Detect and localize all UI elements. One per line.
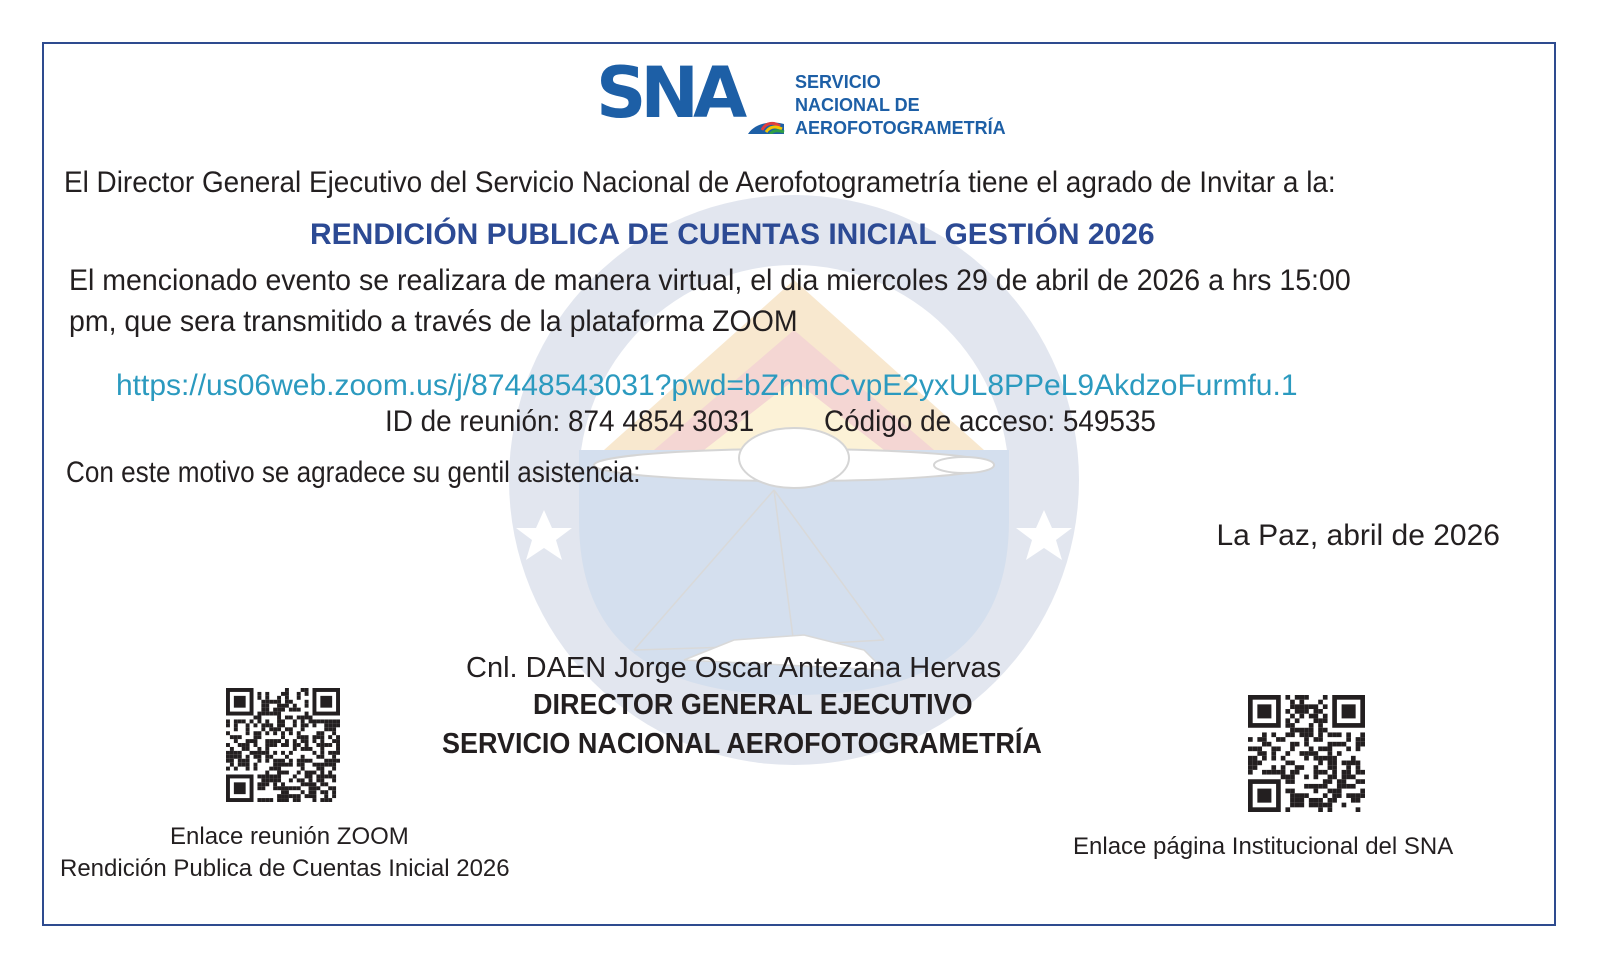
logo-line-2: NACIONAL DE <box>795 95 920 115</box>
thanks-text: Con este motivo se agradece su gentil asistencia: <box>66 456 641 489</box>
signatory-position: DIRECTOR GENERAL EJECUTIVO <box>533 689 973 721</box>
zoom-meeting-link[interactable]: https://us06web.zoom.us/j/87448543031?pwd=bZmmCvpE2yxUL8PPeL9AkdzoFurmfu.1 <box>116 369 1298 402</box>
signatory-institution: SERVICIO NACIONAL AEROFOTOGRAMETRÍA <box>442 728 1042 760</box>
qr-left-caption-line-2: Rendición Publica de Cuentas Inicial 2026 <box>60 855 510 882</box>
qr-left-caption-line-1: Enlace reunión ZOOM <box>170 823 409 850</box>
logo-line-3: AEROFOTOGRAMETRÍA <box>795 118 1006 138</box>
logo-emblem-icon <box>740 78 786 134</box>
signatory-name: Cnl. DAEN Jorge Oscar Antezana Hervas <box>466 652 1002 684</box>
invitation-intro: El Director General Ejecutivo del Servicio Nacional de Aerofotogrametría tiene el agrado de Invitar a la: <box>64 166 1336 199</box>
sna-logo-acronym: SNA <box>596 52 742 134</box>
place-date: La Paz, abril de 2026 <box>1216 519 1500 552</box>
zoom-qr-code[interactable] <box>226 688 340 802</box>
institutional-qr-code[interactable] <box>1248 695 1365 812</box>
event-details-line-2: pm, que sera transmitido a través de la plataforma ZOOM <box>69 305 798 338</box>
logo-line-1: SERVICIO <box>795 72 881 92</box>
event-details-line-1: El mencionado evento se realizara de manera virtual, el dia miercoles 29 de abril de 2026 a hrs 15:00 <box>69 264 1351 297</box>
meeting-id: ID de reunión: 874 4854 3031 <box>385 405 755 438</box>
event-title: RENDICIÓN PUBLICA DE CUENTAS INICIAL GESTIÓN 2026 <box>310 218 1155 251</box>
qr-right-caption: Enlace página Institucional del SNA <box>1073 833 1454 860</box>
access-code: Código de acceso: 549535 <box>824 405 1156 438</box>
